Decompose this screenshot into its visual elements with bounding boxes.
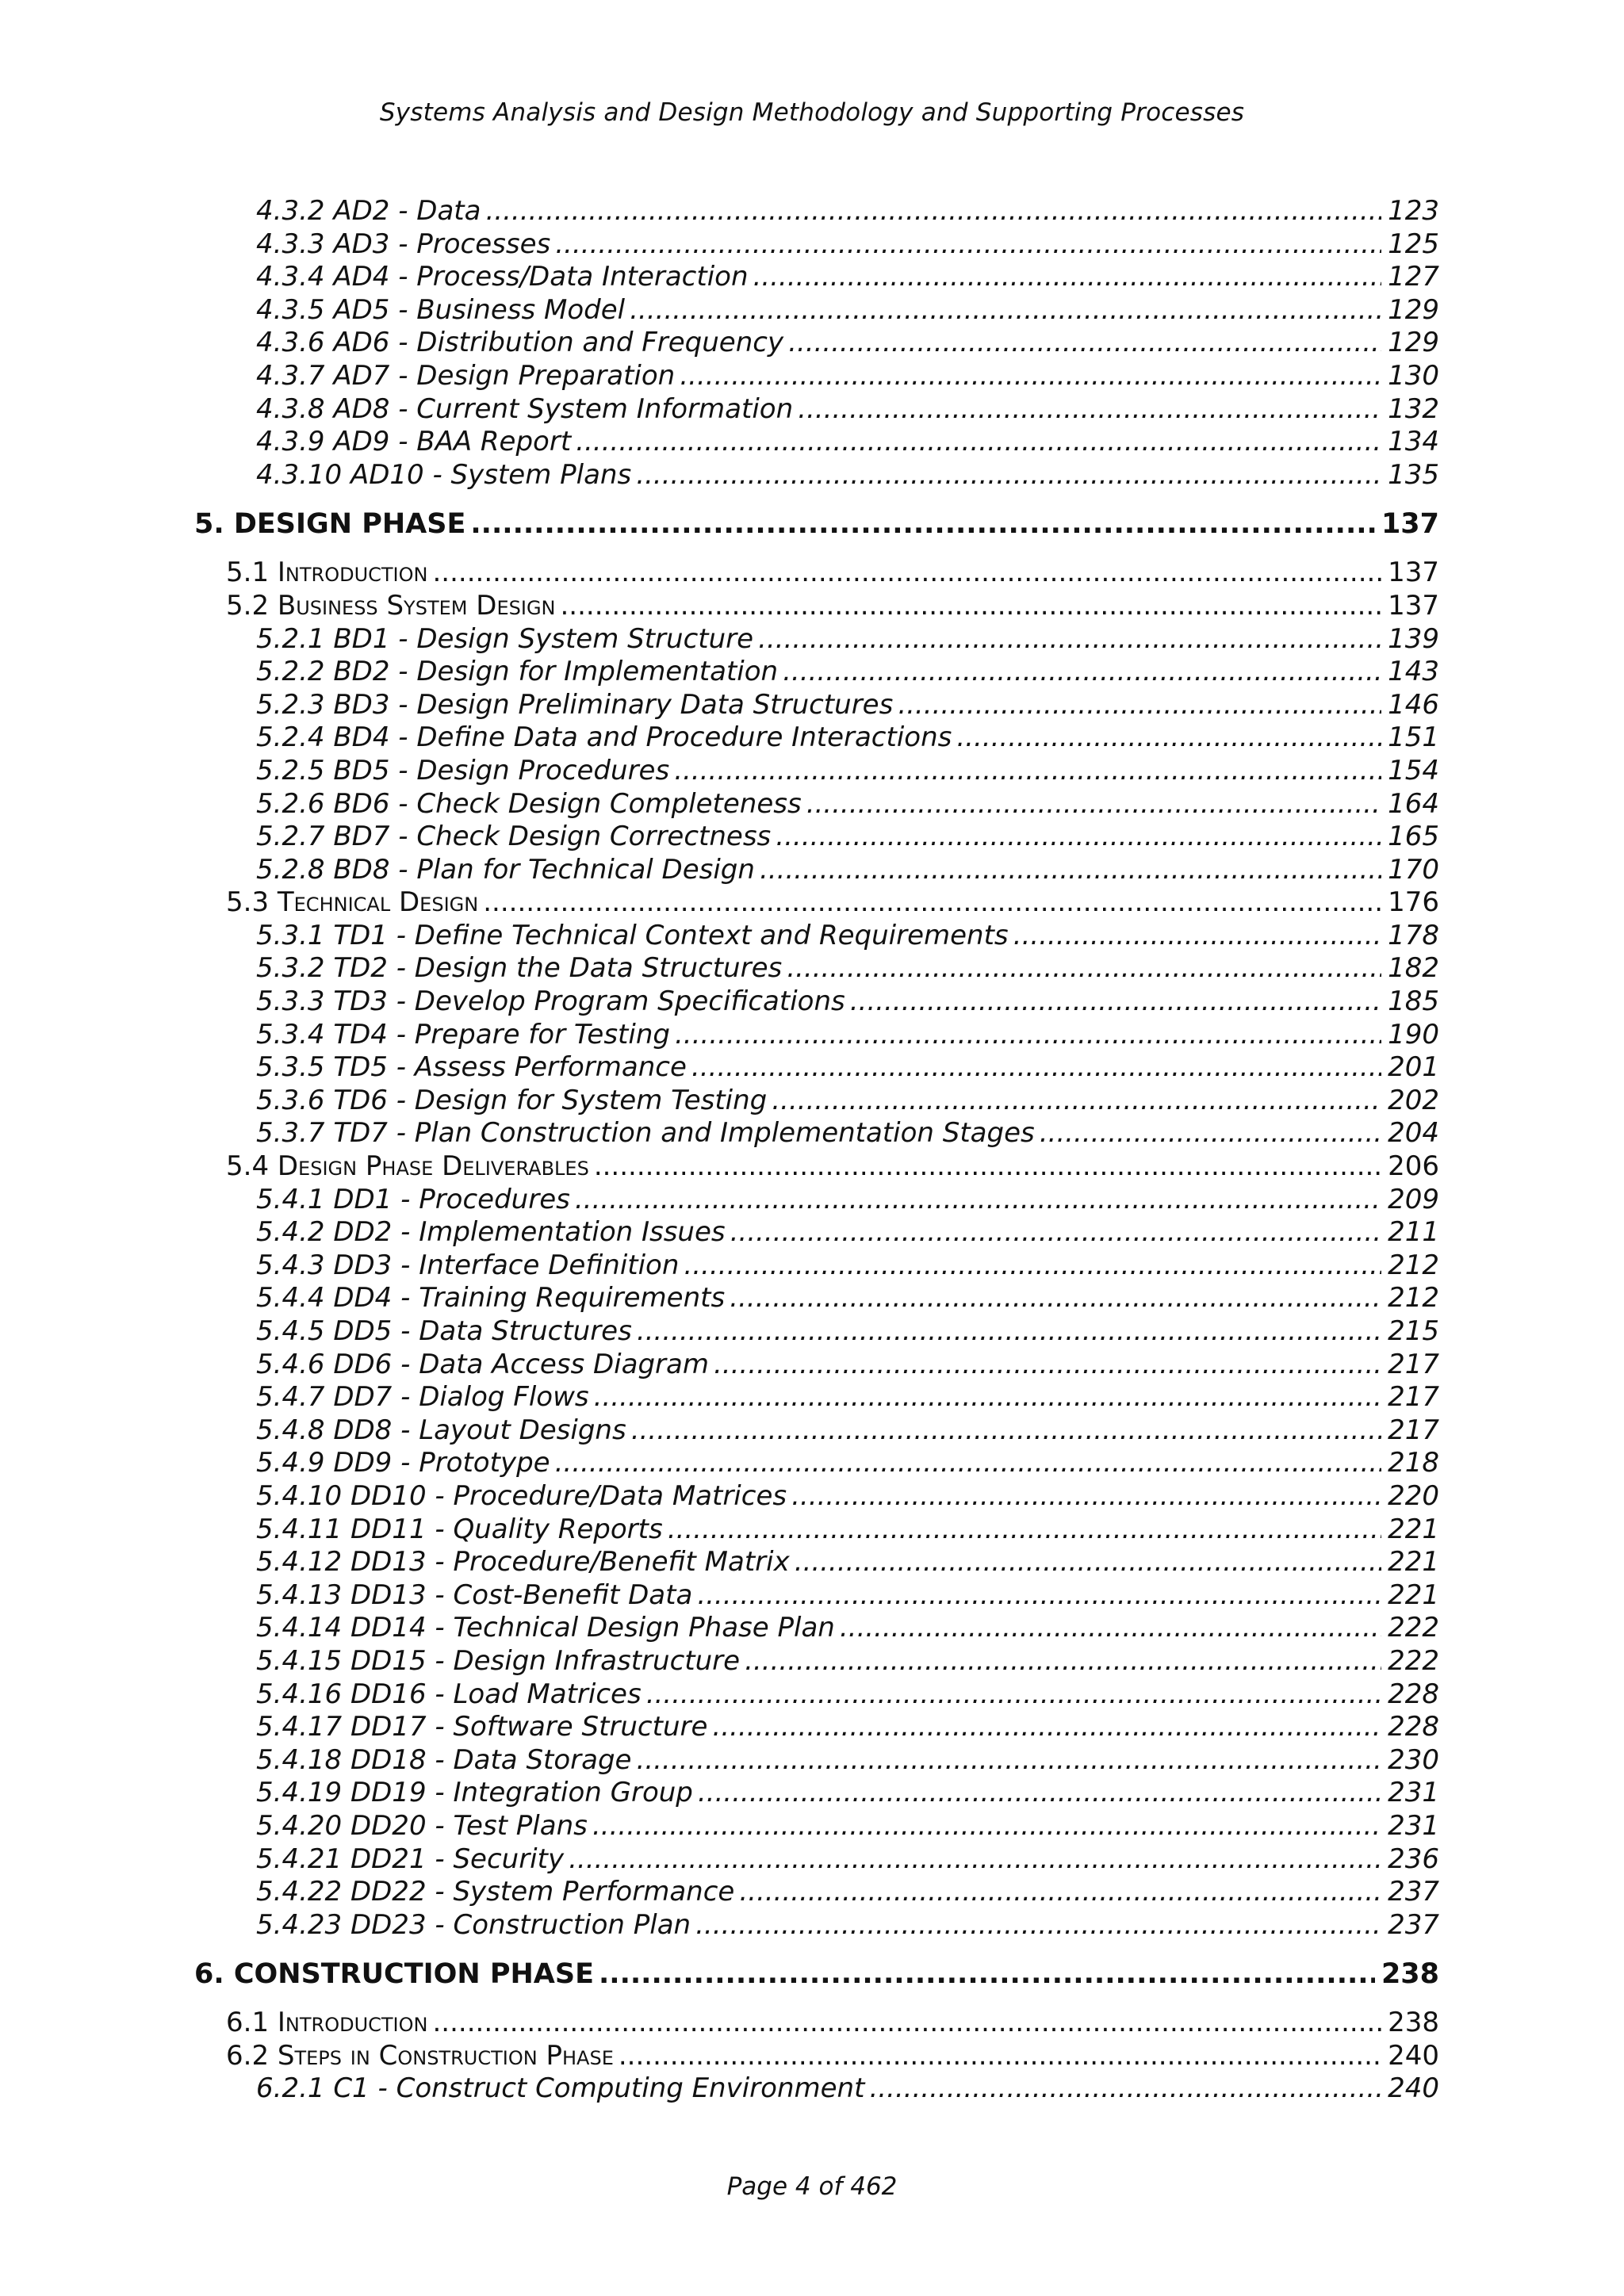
toc-entry-page-number: 217 <box>1388 1414 1439 1446</box>
toc-entry-page-number: 236 <box>1388 1843 1439 1875</box>
toc-subsection-entry[interactable] <box>194 393 1439 427</box>
toc-entry-page-number: 217 <box>1388 1381 1439 1414</box>
toc-entry-page-number: 209 <box>1388 1183 1439 1215</box>
toc-entry-page-number: 231 <box>1388 1777 1439 1809</box>
toc-entry-page-number: 123 <box>1388 195 1439 227</box>
toc-entry-page-number: 212 <box>1388 1249 1439 1281</box>
dot-leader <box>956 721 1381 755</box>
dot-leader <box>483 886 1381 920</box>
dot-leader <box>739 1876 1381 1909</box>
toc-entry-title: 5.1 Introduction <box>226 557 428 589</box>
toc-entry-page-number: 139 <box>1388 622 1439 655</box>
toc-entry-title: 5.4.16 DD16 - Load Matrices <box>256 1678 642 1710</box>
toc-entry-title: 5.4.23 DD23 - Construction Plan <box>256 1908 691 1941</box>
dot-leader <box>684 1249 1381 1283</box>
toc-subsection-entry[interactable] <box>194 821 1439 854</box>
running-header: Systems Analysis and Design Methodology and Supporting Processes <box>379 98 1245 127</box>
toc-entry-page-number: 218 <box>1388 1447 1439 1479</box>
dot-leader <box>850 985 1381 1019</box>
toc-entry-page-number: 164 <box>1388 787 1439 820</box>
toc-entry-title: 5.4.4 DD4 - Training Requirements <box>256 1282 726 1314</box>
toc-entry-title: 5.4.9 DD9 - Prototype <box>256 1447 550 1479</box>
toc-entry-title: 5.4.5 DD5 - Data Structures <box>256 1315 632 1347</box>
toc-subsection-entry[interactable] <box>194 1678 1439 1712</box>
toc-entry-page-number: 201 <box>1388 1051 1439 1084</box>
toc-entry-title: 5.4.7 DD7 - Dialog Flows <box>256 1381 589 1414</box>
toc-entry-title: 5.2.7 BD7 - Check Design Correctness <box>256 821 772 853</box>
toc-section-entry[interactable] <box>194 1150 1439 1184</box>
dot-leader <box>753 261 1382 294</box>
toc-subsection-entry[interactable] <box>194 195 1439 228</box>
toc-chapter-entry[interactable] <box>194 507 1439 541</box>
toc-entry-title: 5.2.3 BD3 - Design Preliminary Data Structures <box>256 688 894 721</box>
dot-leader <box>898 689 1381 722</box>
toc-entry-title: 6.2 Steps in Construction Phase <box>226 2039 614 2072</box>
dot-leader <box>695 1909 1381 1942</box>
toc-entry-page-number: 240 <box>1388 2072 1439 2105</box>
toc-entry-page-number: 129 <box>1388 327 1439 359</box>
toc-entry-page-number: 222 <box>1388 1612 1439 1644</box>
toc-entry-title: 4.3.5 AD5 - Business Model <box>256 293 626 326</box>
toc-subsection-entry[interactable] <box>194 261 1439 294</box>
toc-section-entry[interactable] <box>194 2040 1439 2073</box>
toc-entry-title: 5.4.10 DD10 - Procedure/Data Matrices <box>256 1479 787 1512</box>
toc-section-entry[interactable] <box>194 2007 1439 2040</box>
dot-leader <box>680 360 1381 393</box>
toc-entry-title: 5.3.7 TD7 - Plan Construction and Implementation Stages <box>256 1117 1035 1150</box>
toc-entry-title: 5.2.8 BD8 - Plan for Technical Design <box>256 853 755 886</box>
toc-subsection-entry[interactable] <box>194 1909 1439 1942</box>
dot-leader <box>674 755 1381 788</box>
toc-section-entry[interactable] <box>194 886 1439 920</box>
dot-leader <box>555 1447 1382 1480</box>
toc-subsection-entry[interactable] <box>194 1480 1439 1513</box>
toc-entry-title: 5.3.3 TD3 - Develop Program Specifications <box>256 985 845 1018</box>
toc-subsection-entry[interactable] <box>194 1184 1439 1217</box>
toc-entry-title: 5.4.2 DD2 - Implementation Issues <box>256 1216 726 1249</box>
dot-leader <box>646 1678 1381 1712</box>
toc-entry-title: 5.3 Technical Design <box>226 886 479 919</box>
toc-subsection-entry[interactable] <box>194 1810 1439 1843</box>
toc-subsection-entry[interactable] <box>194 1876 1439 1909</box>
toc-entry-title: 5.2.5 BD5 - Design Procedures <box>256 754 670 786</box>
toc-entry-page-number: 221 <box>1388 1578 1439 1611</box>
toc-entry-page-number: 237 <box>1388 1876 1439 1908</box>
toc-subsection-entry[interactable] <box>194 1513 1439 1547</box>
dot-leader <box>869 2072 1381 2106</box>
dot-leader <box>712 1711 1381 1744</box>
dot-leader <box>1040 1117 1381 1150</box>
toc-entry-title: 5.4 Design Phase Deliverables <box>226 1150 589 1183</box>
toc-entry-title: 5.3.4 TD4 - Prepare for Testing <box>256 1018 670 1050</box>
toc-chapter-entry[interactable] <box>194 1957 1439 1991</box>
dot-leader <box>668 1513 1381 1547</box>
toc-entry-title: 6.2.1 C1 - Construct Computing Environment <box>256 2072 865 2105</box>
toc-entry-page-number: 151 <box>1388 721 1439 754</box>
toc-entry-title: 4.3.4 AD4 - Process/Data Interaction <box>256 261 749 293</box>
toc-entry-title: 5.4.18 DD18 - Data Storage <box>256 1743 632 1776</box>
toc-entry-title: 5.4.20 DD20 - Test Plans <box>256 1809 588 1842</box>
toc-entry-page-number: 182 <box>1388 952 1439 985</box>
toc-subsection-entry[interactable] <box>194 1315 1439 1349</box>
toc-entry-page-number: 129 <box>1388 293 1439 326</box>
toc-entry-page-number: 238 <box>1381 1958 1439 1991</box>
dot-leader <box>840 1612 1381 1645</box>
toc-entry-page-number: 130 <box>1388 359 1439 392</box>
toc-entry-page-number: 143 <box>1388 656 1439 688</box>
toc-entry-page-number: 228 <box>1388 1678 1439 1710</box>
toc-entry-title: 5.4.1 DD1 - Procedures <box>256 1183 570 1215</box>
toc-subsection-entry[interactable] <box>194 228 1439 262</box>
dot-leader <box>594 1150 1381 1184</box>
toc-entry-page-number: 125 <box>1388 228 1439 260</box>
dot-leader <box>806 788 1381 821</box>
toc-entry-title: 4.3.10 AD10 - System Plans <box>256 458 632 491</box>
toc-entry-title: 5.4.21 DD21 - Security <box>256 1843 565 1875</box>
dot-leader <box>575 1184 1381 1217</box>
toc-entry-page-number: 238 <box>1388 2007 1439 2039</box>
toc-entry-title: 5.4.3 DD3 - Interface Definition <box>256 1249 680 1281</box>
toc-entry-title: 5.3.2 TD2 - Design the Data Structures <box>256 952 783 985</box>
dot-leader <box>631 1414 1381 1448</box>
dot-leader <box>555 228 1381 262</box>
dot-leader <box>758 623 1381 656</box>
dot-leader <box>783 656 1381 689</box>
toc-entry-title: 4.3.3 AD3 - Processes <box>256 228 551 260</box>
toc-entry-page-number: 178 <box>1388 919 1439 951</box>
dot-leader <box>745 1645 1381 1678</box>
toc-entry-page-number: 230 <box>1388 1743 1439 1776</box>
toc-subsection-entry[interactable] <box>194 1085 1439 1118</box>
dot-leader <box>1013 920 1381 953</box>
dot-leader <box>594 1381 1381 1414</box>
dot-leader <box>561 590 1382 623</box>
dot-leader <box>772 1085 1381 1118</box>
toc-entry-page-number: 240 <box>1388 2039 1439 2072</box>
toc-entry-title: 5.4.6 DD6 - Data Access Diagram <box>256 1348 709 1380</box>
dot-leader <box>675 1019 1381 1052</box>
toc-entry-title: 5.2.4 BD4 - Define Data and Procedure Interactions <box>256 721 952 754</box>
toc-entry-title: 4.3.2 AD2 - Data <box>256 195 481 227</box>
toc-entry-page-number: 137 <box>1388 557 1439 589</box>
dot-leader <box>630 294 1381 327</box>
toc-entry-title: 5.4.8 DD8 - Layout Designs <box>256 1414 626 1446</box>
toc-subsection-entry[interactable] <box>194 1579 1439 1613</box>
toc-entry-page-number: 146 <box>1388 688 1439 721</box>
toc-entry-title: 5.2.6 BD6 - Check Design Completeness <box>256 787 802 820</box>
toc-subsection-entry[interactable] <box>194 327 1439 360</box>
dot-leader <box>776 821 1381 854</box>
dot-leader <box>485 195 1381 228</box>
toc-entry-page-number: 132 <box>1388 392 1439 425</box>
toc-entry-page-number: 204 <box>1388 1117 1439 1150</box>
dot-leader <box>432 2007 1381 2040</box>
toc-entry-page-number: 211 <box>1388 1216 1439 1249</box>
toc-entry-title: 6.1 Introduction <box>226 2007 428 2039</box>
toc-entry-title: 5.2.2 BD2 - Design for Implementation <box>256 656 779 688</box>
toc-subsection-entry[interactable] <box>194 623 1439 656</box>
dot-leader <box>795 1546 1381 1579</box>
toc-entry-page-number: 215 <box>1388 1315 1439 1347</box>
dot-leader <box>576 426 1381 459</box>
toc-subsection-entry[interactable] <box>194 426 1439 459</box>
toc-subsection-entry[interactable] <box>194 1282 1439 1315</box>
toc-entry-title: 5.4.12 DD13 - Procedure/Benefit Matrix <box>256 1546 790 1578</box>
dot-leader <box>637 1315 1381 1349</box>
dot-leader <box>432 557 1381 590</box>
toc-subsection-entry[interactable] <box>194 854 1439 887</box>
dot-leader <box>470 507 1375 541</box>
dot-leader <box>788 327 1381 360</box>
toc-section-entry[interactable] <box>194 590 1439 623</box>
toc-entry-title: 5.4.19 DD19 - Integration Group <box>256 1777 693 1809</box>
toc-subsection-entry[interactable] <box>194 721 1439 755</box>
dot-leader <box>697 1579 1381 1613</box>
toc-entry-title: 5. DESIGN PHASE <box>194 508 466 541</box>
toc-entry-title: 4.3.6 AD6 - Distribution and Frequency <box>256 327 784 359</box>
toc-entry-title: 5.3.6 TD6 - Design for System Testing <box>256 1084 768 1116</box>
dot-leader <box>791 1480 1381 1513</box>
toc-entry-title: 5.2.1 BD1 - Design System Structure <box>256 622 754 655</box>
toc-subsection-entry[interactable] <box>194 1744 1439 1777</box>
dot-leader <box>787 952 1381 985</box>
toc-subsection-entry[interactable] <box>194 1777 1439 1810</box>
toc-subsection-entry[interactable] <box>194 1216 1439 1249</box>
dot-leader <box>730 1216 1381 1249</box>
toc-subsection-entry[interactable] <box>194 360 1439 393</box>
toc-entry-page-number: 135 <box>1388 458 1439 491</box>
dot-leader <box>691 1051 1381 1085</box>
dot-leader <box>636 1744 1381 1777</box>
table-of-contents <box>194 195 1439 2106</box>
toc-entry-page-number: 228 <box>1388 1711 1439 1743</box>
toc-entry-page-number: 127 <box>1388 261 1439 293</box>
dot-leader <box>636 459 1381 492</box>
toc-entry-page-number: 137 <box>1388 589 1439 622</box>
toc-entry-page-number: 212 <box>1388 1282 1439 1314</box>
toc-subsection-entry[interactable] <box>194 294 1439 327</box>
toc-entry-page-number: 231 <box>1388 1809 1439 1842</box>
toc-entry-page-number: 170 <box>1388 853 1439 886</box>
dot-leader <box>599 1957 1375 1991</box>
toc-subsection-entry[interactable] <box>194 788 1439 821</box>
toc-subsection-entry[interactable] <box>194 1019 1439 1052</box>
dot-leader <box>760 854 1381 887</box>
toc-subsection-entry[interactable] <box>194 1051 1439 1085</box>
toc-entry-title: 5.2 Business System Design <box>226 589 556 622</box>
toc-entry-title: 5.4.17 DD17 - Software Structure <box>256 1711 708 1743</box>
page-footer: Page 4 of 462 <box>726 2172 898 2201</box>
toc-entry-title: 4.3.7 AD7 - Design Preparation <box>256 359 676 392</box>
toc-subsection-entry[interactable] <box>194 656 1439 689</box>
toc-section-entry[interactable] <box>194 557 1439 590</box>
toc-entry-page-number: 185 <box>1388 985 1439 1018</box>
toc-subsection-entry[interactable] <box>194 1414 1439 1448</box>
toc-subsection-entry[interactable] <box>194 1546 1439 1579</box>
toc-entry-page-number: 154 <box>1388 754 1439 786</box>
dot-leader <box>569 1843 1381 1877</box>
toc-entry-title: 5.4.14 DD14 - Technical Design Phase Plan <box>256 1612 835 1644</box>
toc-entry-title: 5.3.1 TD1 - Define Technical Context and Requirements <box>256 919 1009 951</box>
toc-subsection-entry[interactable] <box>194 1249 1439 1283</box>
toc-entry-title: 5.4.11 DD11 - Quality Reports <box>256 1513 663 1545</box>
toc-entry-title: 4.3.8 AD8 - Current System Information <box>256 392 794 425</box>
toc-subsection-entry[interactable] <box>194 755 1439 788</box>
toc-entry-page-number: 237 <box>1388 1908 1439 1941</box>
dot-leader <box>730 1282 1381 1315</box>
dot-leader <box>698 1777 1381 1810</box>
toc-subsection-entry[interactable] <box>194 1843 1439 1877</box>
toc-entry-page-number: 190 <box>1388 1018 1439 1050</box>
toc-subsection-entry[interactable] <box>194 2072 1439 2106</box>
toc-entry-page-number: 220 <box>1388 1479 1439 1512</box>
toc-subsection-entry[interactable] <box>194 985 1439 1019</box>
toc-subsection-entry[interactable] <box>194 1645 1439 1678</box>
toc-entry-page-number: 221 <box>1388 1546 1439 1578</box>
dot-leader <box>619 2040 1381 2073</box>
toc-subsection-entry[interactable] <box>194 920 1439 953</box>
toc-entry-title: 5.4.13 DD13 - Cost-Benefit Data <box>256 1578 693 1611</box>
dot-leader <box>714 1349 1381 1382</box>
toc-subsection-entry[interactable] <box>194 952 1439 985</box>
toc-entry-title: 5.4.22 DD22 - System Performance <box>256 1876 735 1908</box>
toc-entry-page-number: 165 <box>1388 821 1439 853</box>
toc-entry-title: 6. CONSTRUCTION PHASE <box>194 1958 594 1991</box>
toc-entry-page-number: 222 <box>1388 1644 1439 1677</box>
toc-subsection-entry[interactable] <box>194 1381 1439 1414</box>
toc-entry-title: 5.4.15 DD15 - Design Infrastructure <box>256 1644 741 1677</box>
toc-subsection-entry[interactable] <box>194 459 1439 492</box>
toc-subsection-entry[interactable] <box>194 689 1439 722</box>
toc-subsection-entry[interactable] <box>194 1117 1439 1150</box>
toc-subsection-entry[interactable] <box>194 1711 1439 1744</box>
dot-leader <box>592 1810 1381 1843</box>
toc-entry-page-number: 176 <box>1388 886 1439 919</box>
toc-entry-title: 5.3.5 TD5 - Assess Performance <box>256 1051 687 1084</box>
toc-entry-page-number: 134 <box>1388 426 1439 458</box>
toc-entry-page-number: 217 <box>1388 1348 1439 1380</box>
toc-entry-title: 4.3.9 AD9 - BAA Report <box>256 426 572 458</box>
toc-subsection-entry[interactable] <box>194 1349 1439 1382</box>
toc-entry-page-number: 137 <box>1381 508 1439 541</box>
toc-subsection-entry[interactable] <box>194 1612 1439 1645</box>
dot-leader <box>798 393 1381 427</box>
toc-entry-page-number: 206 <box>1388 1150 1439 1183</box>
toc-subsection-entry[interactable] <box>194 1447 1439 1480</box>
toc-entry-page-number: 221 <box>1388 1513 1439 1545</box>
toc-entry-page-number: 202 <box>1388 1084 1439 1116</box>
